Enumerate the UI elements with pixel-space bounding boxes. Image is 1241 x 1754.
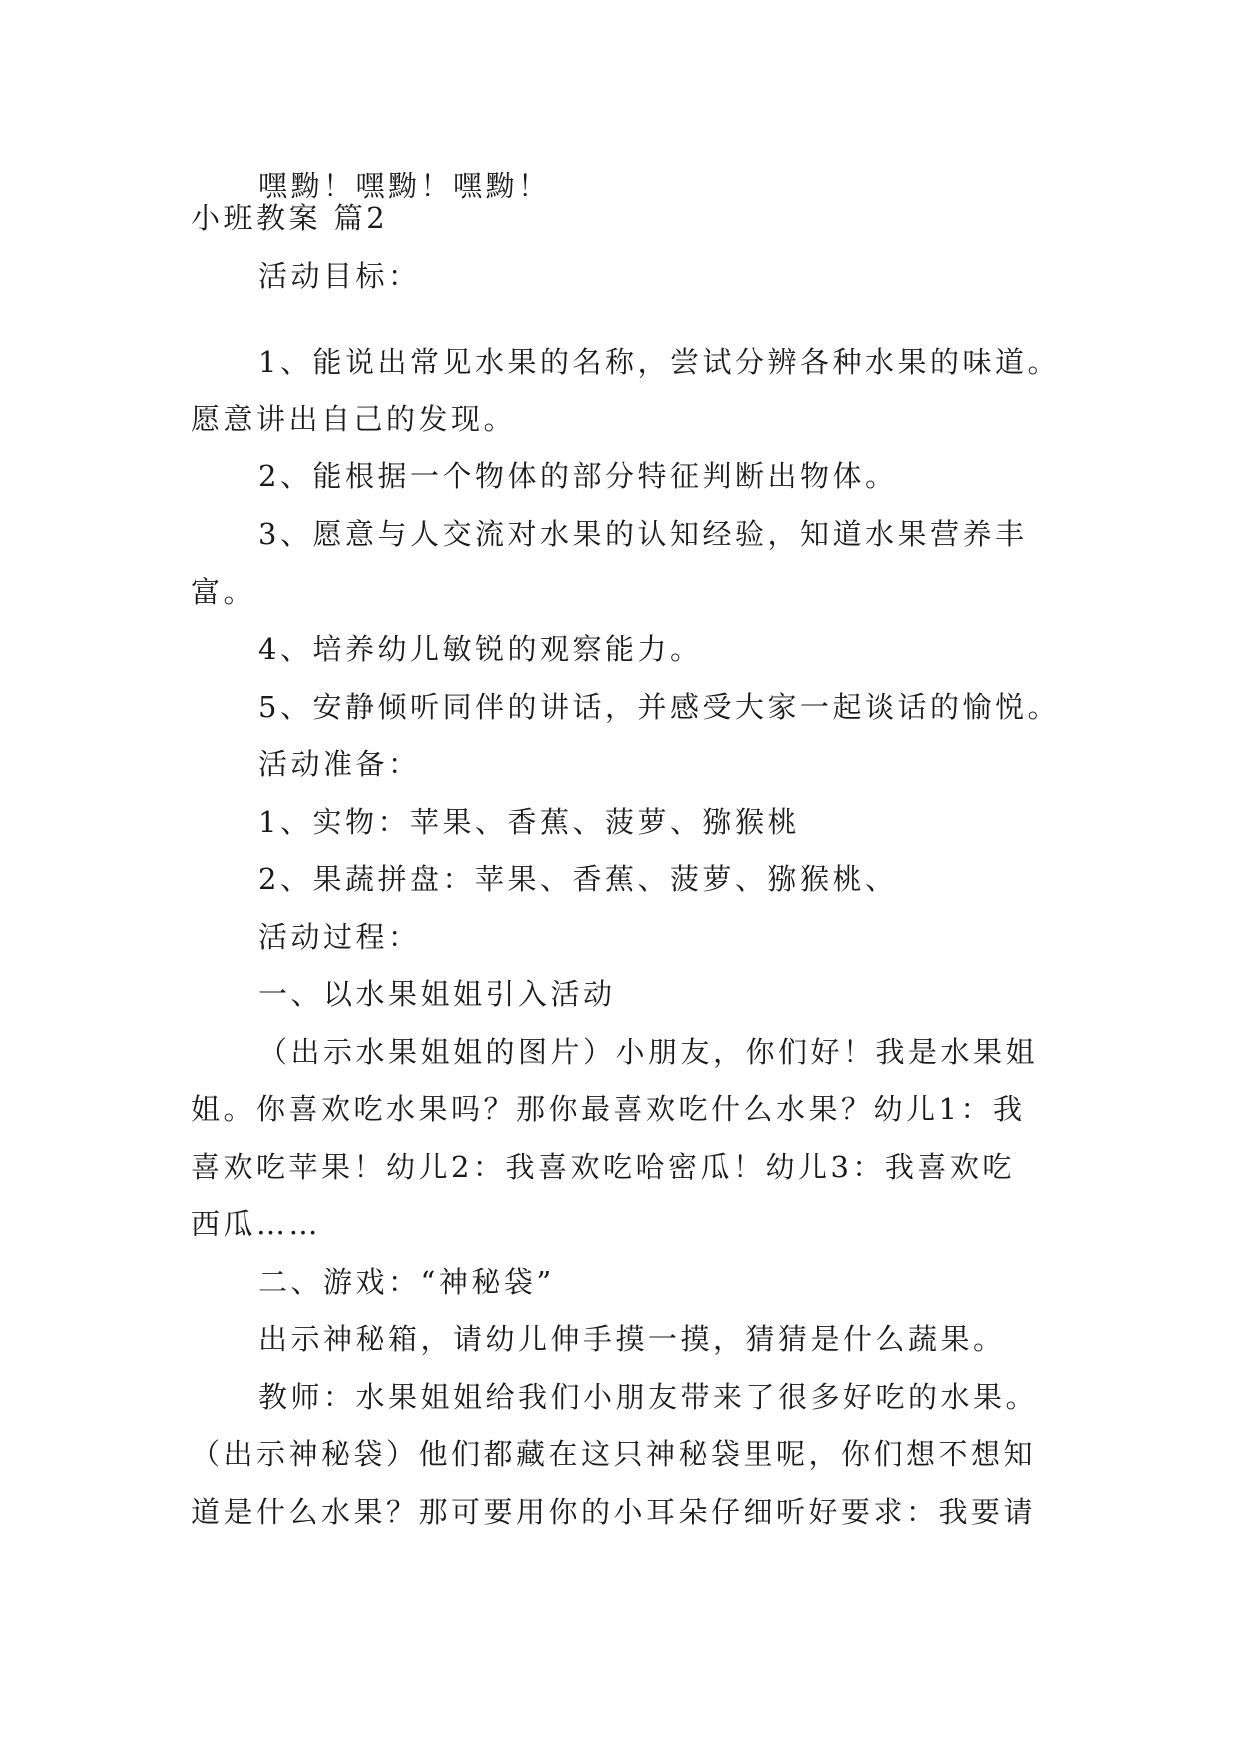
- text-line: 活动过程：: [258, 920, 421, 954]
- text-line: 4、培养幼儿敏锐的观察能力。: [258, 632, 703, 666]
- text-line: 1、能说出常见水果的名称，尝试分辨各种水果的味道。: [258, 345, 1060, 379]
- section-heading: 小班教案 篇2: [191, 201, 389, 235]
- text-line: 一、以水果姐姐引入活动: [258, 977, 616, 1011]
- text-line: 喜欢吃苹果！幼儿2：我喜欢吃哈密瓜！幼儿3：我喜欢吃: [191, 1150, 1015, 1184]
- text-line: 活动目标：: [258, 259, 421, 293]
- text-line: 活动准备：: [258, 747, 421, 781]
- text-line: 富。: [191, 575, 257, 609]
- text-line: 教师：水果姐姐给我们小朋友带来了很多好吃的水果。: [258, 1380, 1039, 1414]
- text-line: 姐。你喜欢吃水果吗？那你最喜欢吃什么水果？幼儿1：我: [191, 1092, 1026, 1126]
- text-line: 出示神秘箱，请幼儿伸手摸一摸，猜猜是什么蔬果。: [258, 1322, 1006, 1356]
- text-line: 2、能根据一个物体的部分特征判断出物体。: [258, 459, 898, 493]
- text-line: （出示神秘袋）他们都藏在这只神秘袋里呢，你们想不想知: [191, 1437, 1037, 1471]
- text-line: 2、果蔬拼盘：苹果、香蕉、菠萝、猕猴桃、: [258, 862, 898, 896]
- text-line: 5、安静倾听同伴的讲话，并感受大家一起谈话的愉悦。: [258, 690, 1060, 724]
- text-line: 愿意讲出自己的发现。: [191, 402, 517, 436]
- text-line: 西瓜……: [191, 1207, 322, 1241]
- text-line: （出示水果姐姐的图片）小朋友，你们好！我是水果姐: [258, 1035, 1039, 1069]
- text-line: 二、游戏：“神秘袋”: [258, 1265, 555, 1299]
- text-line: 3、愿意与人交流对水果的认知经验，知道水果营养丰: [258, 517, 1028, 551]
- text-line: 1、实物：苹果、香蕉、菠萝、猕猴桃: [258, 805, 800, 839]
- text-line: 道是什么水果？那可要用你的小耳朵仔细听好要求：我要请: [191, 1495, 1037, 1529]
- text-line: 嘿黝！嘿黝！嘿黝！: [258, 169, 551, 203]
